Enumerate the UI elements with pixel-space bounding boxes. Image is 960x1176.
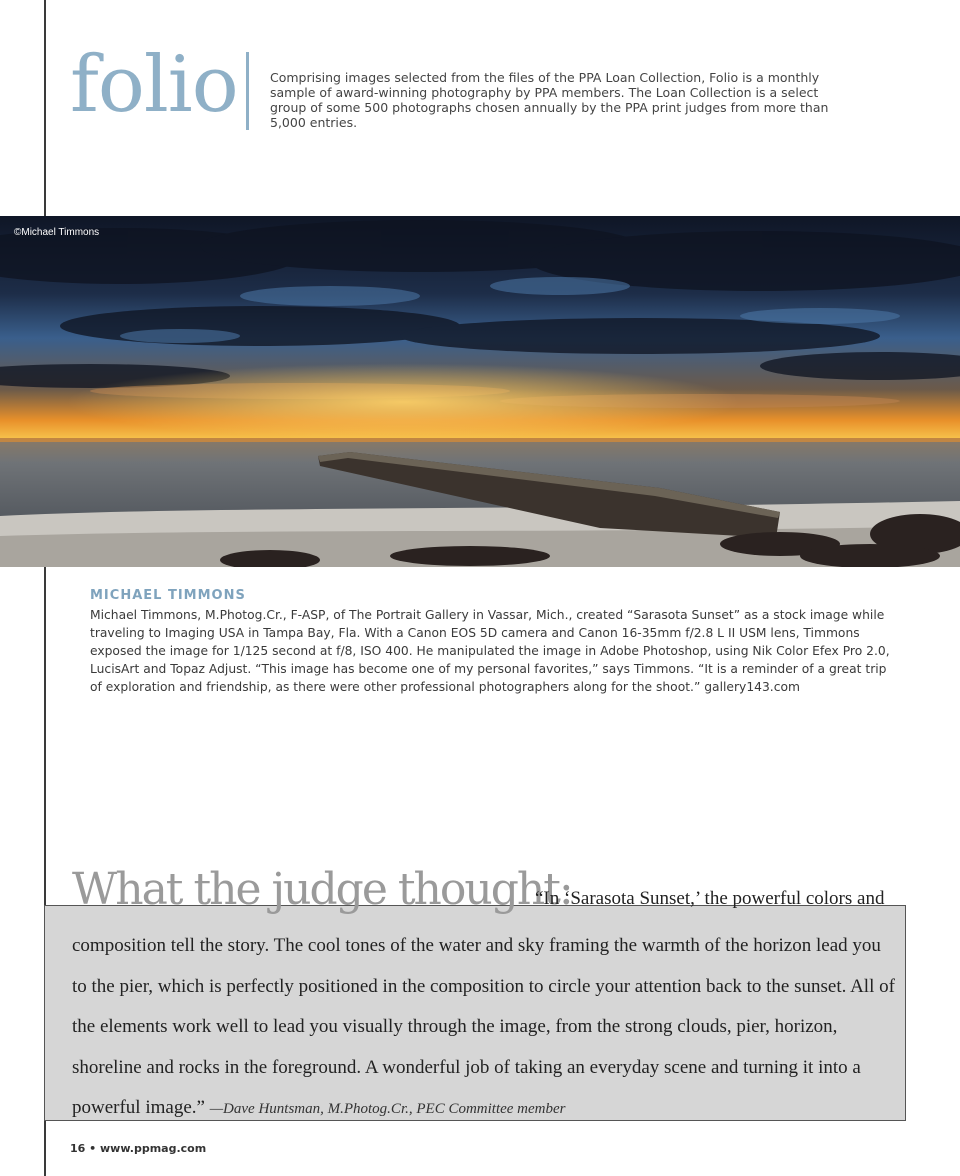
photographer-name: MICHAEL TIMMONS xyxy=(90,588,246,603)
sunset-photo xyxy=(0,216,960,567)
folio-title: folio xyxy=(70,40,238,130)
folio-intro-text: Comprising images selected from the files of the PPA Loan Collection, Folio is a monthly sample of award-winning photography by PPA members. The Loan Collection is a select group of some 500 photographs chosen annually by the PPA print judges from more than 5,000 entries. xyxy=(270,70,829,130)
sunset-photo-illustration xyxy=(0,216,960,567)
title-divider xyxy=(246,52,249,130)
page-footer: 16 • www.ppmag.com xyxy=(70,1142,207,1155)
judge-heading: What the judge thought: xyxy=(72,864,572,915)
judge-quote-lead: “In ‘Sarasota Sunset,’ the powerful colors and xyxy=(535,888,885,909)
photographer-bio: Michael Timmons, M.Photog.Cr., F-ASP, of The Portrait Gallery in Vassar, Mich., created “Sarasota Sunset” as a stock image while traveling to Imaging USA in Tampa Bay, Fla. With a Canon EOS 5D camera and Canon 16-35mm f/2.8 L II USM lens, Timmons exposed the image for 1/125 second at f/8, ISO 400. He manipulated the image in Adobe Photoshop, using Nik Color Efex Pro 2.0, LucisArt and Topaz Adjust. “This image has become one of my personal favorites,” says Timmons. “It is a reminder of a great trip of exploration and friendship, as there were other professional photographers along for the shoot.” gallery143.com xyxy=(90,608,890,694)
photo-credit: ©Michael Timmons xyxy=(14,227,100,238)
judge-attribution: —Dave Huntsman, M.Photog.Cr., PEC Committee member xyxy=(209,1101,566,1117)
judge-quote xyxy=(72,926,898,1130)
judge-quote-body: composition tell the story. The cool tones of the water and sky framing the warmth of the horizon lead you to the pier, which is perfectly positioned in the composition to circle your attention back to the sunset. All of the elements work well to lead you visually through the image, from the strong clouds, pier, horizon, shoreline and rocks in the foreground. A wonderful job of taking an everyday scene and turning it into a powerful image.” xyxy=(72,935,895,1118)
